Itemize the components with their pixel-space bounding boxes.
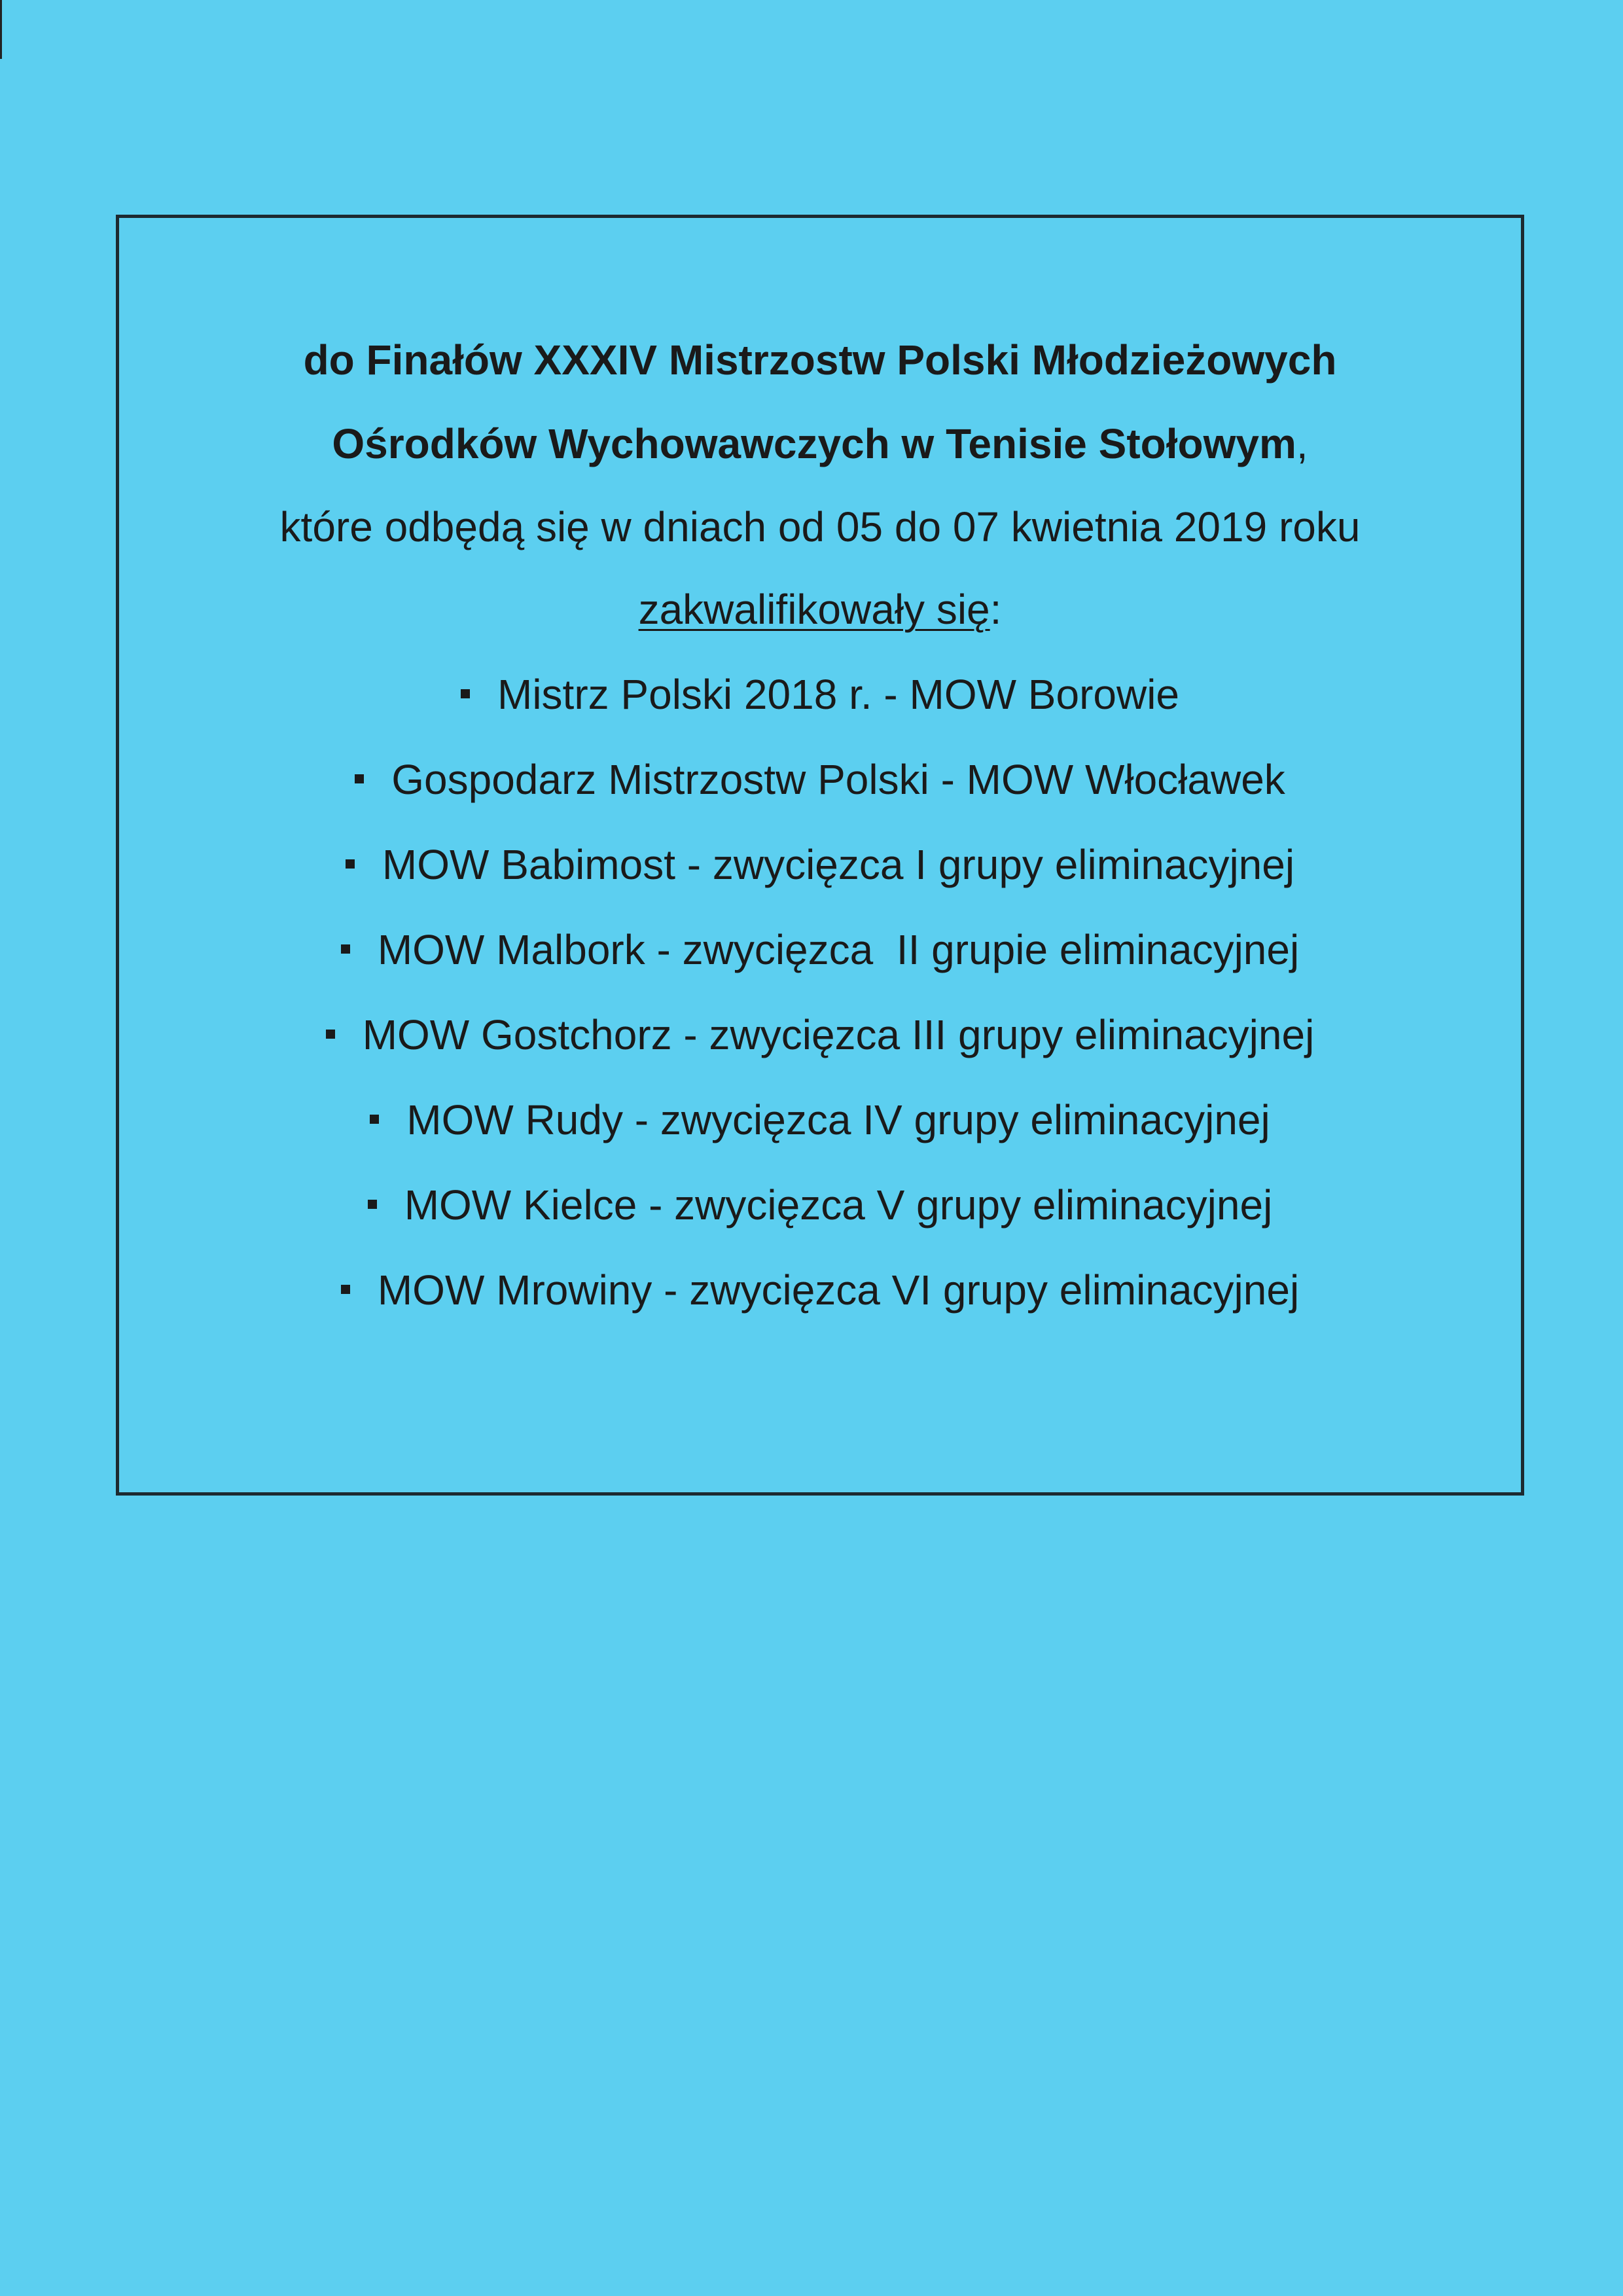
bullet-square-icon xyxy=(370,1115,379,1124)
bullet-square-icon xyxy=(326,1030,335,1039)
dates-line-text: które odbędą się w dniach od 05 do 07 kwietnia 2019 roku xyxy=(279,503,1361,550)
heading-line-1-text: do Finałów XXXIV Mistrzostw Polski Młodzieżowych xyxy=(303,336,1337,384)
heading-line-2-punct: , xyxy=(1296,420,1308,467)
dates-line xyxy=(119,501,1521,553)
bullet-square-icon xyxy=(346,859,355,869)
qualified-item xyxy=(119,1264,1521,1316)
qualified-item xyxy=(119,924,1521,976)
qualified-heading xyxy=(119,583,1521,636)
scan-edge-mark xyxy=(0,0,2,59)
announcement-frame xyxy=(116,215,1524,1496)
qualified-item xyxy=(119,1009,1521,1061)
heading-line-2-text: Ośrodków Wychowawczych w Tenisie Stołowym xyxy=(332,420,1296,467)
qualified-item xyxy=(119,838,1521,891)
qualified-item-text: MOW Babimost - zwycięzca I grupy eliminacyjnej xyxy=(382,841,1295,888)
bullet-square-icon xyxy=(461,689,470,698)
qualified-item-text: MOW Kielce - zwycięzca V grupy eliminacyjnej xyxy=(404,1181,1273,1229)
qualified-item-text: Gospodarz Mistrzostw Polski - MOW Włocławek xyxy=(391,756,1285,803)
bullet-square-icon xyxy=(341,1285,350,1294)
qualified-item-text: MOW Rudy - zwycięzca IV grupy eliminacyjnej xyxy=(406,1096,1270,1143)
qualified-item-text: MOW Mrowiny - zwycięzca VI grupy eliminacyjnej xyxy=(377,1266,1300,1314)
qualified-item xyxy=(119,1179,1521,1231)
qualified-item xyxy=(119,668,1521,721)
qualified-item-text: MOW Malbork - zwycięzca II grupie eliminacyjnej xyxy=(377,926,1300,973)
qualified-item-text: MOW Gostchorz - zwycięzca III grupy eliminacyjnej xyxy=(362,1011,1315,1058)
qualified-item-text: Mistrz Polski 2018 r. - MOW Borowie xyxy=(497,671,1179,718)
bullet-square-icon xyxy=(368,1200,377,1209)
qualified-heading-text: zakwalifikowały się xyxy=(638,586,990,633)
qualified-heading-punct: : xyxy=(990,586,1002,633)
qualified-item xyxy=(119,753,1521,806)
qualified-item xyxy=(119,1094,1521,1146)
bullet-square-icon xyxy=(341,944,350,954)
bullet-square-icon xyxy=(355,774,364,783)
heading-line-2 xyxy=(119,418,1521,470)
heading-line-1 xyxy=(119,334,1521,386)
